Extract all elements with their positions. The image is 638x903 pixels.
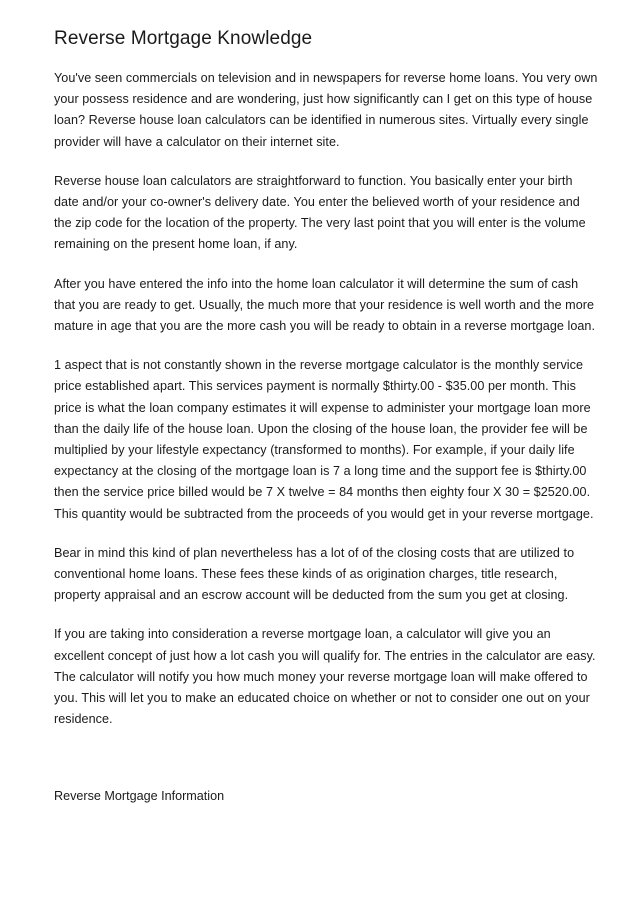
paragraph-service-fee: 1 aspect that is not constantly shown in the reverse mortgage calculator is the monthly service price established apart. This services payment is normally $thirty.00 - $35.00 per month. This price is what the loan company estimates it will expense to administer your mortgage loan more than the daily life of the house loan. Upon the closing of the house loan, the provider fee will be multiplied by your lifestyle expectancy (transformed to months). For example, if your daily life expectancy at the closing of the mortgage loan is 7 a long time and the support fee is $thirty.00 then the service price billed would be 7 X twelve = 84 months then eighty four X 30 = $2520.00. This quantity would be subtracted from the proceeds of you would get in your reverse mortgage. [54, 358, 594, 521]
paragraph-conclusion: If you are taking into consideration a reverse mortgage loan, a calculator will give you an excellent concept of just how a lot cash you will qualify for. The entries in the calculator are easy. The calculator will notify you how much money your reverse mortgage loan will make offered to you. This will let you to make an educated choice on whether or not to consider one out on your residence. [54, 627, 596, 727]
document-title: Reverse Mortgage Knowledge [54, 28, 313, 49]
paragraph-closing-costs: Bear in mind this kind of plan nevertheless has a lot of of the closing costs that are utilized to conventional home loans. These fees these kinds of as origination charges, title research, property appraisal and an escrow account will be deducted from the sum you get at closing. [54, 545, 575, 603]
paragraph-calculation-result: After you have entered the info into the home loan calculator it will determine the sum of cash that you are ready to get. Usually, the much more that your residence is well worth and the more mature in age that you are the more cash you will be ready to obtain in a reverse mortgage loan. [54, 276, 596, 334]
paragraph-calculator-usage: Reverse house loan calculators are straightforward to function. You basically enter your birth date and/or your co-owner's delivery date. You enter the believed worth of your residence and the zip code for the location of the property. The very last point that you will enter is the volume remaining on the present home loan, if any. [54, 173, 586, 252]
paragraph-intro: You've seen commercials on television and in newspapers for reverse home loans. You very own your possess residence and are wondering, just how significantly can I get on this type of house loan? Reverse house loan calculators can be identified in numerous sites. Virtually every single provider will have a calculator on their internet site. [54, 71, 598, 149]
reverse-mortgage-information-link[interactable]: Reverse Mortgage Information [54, 789, 225, 803]
